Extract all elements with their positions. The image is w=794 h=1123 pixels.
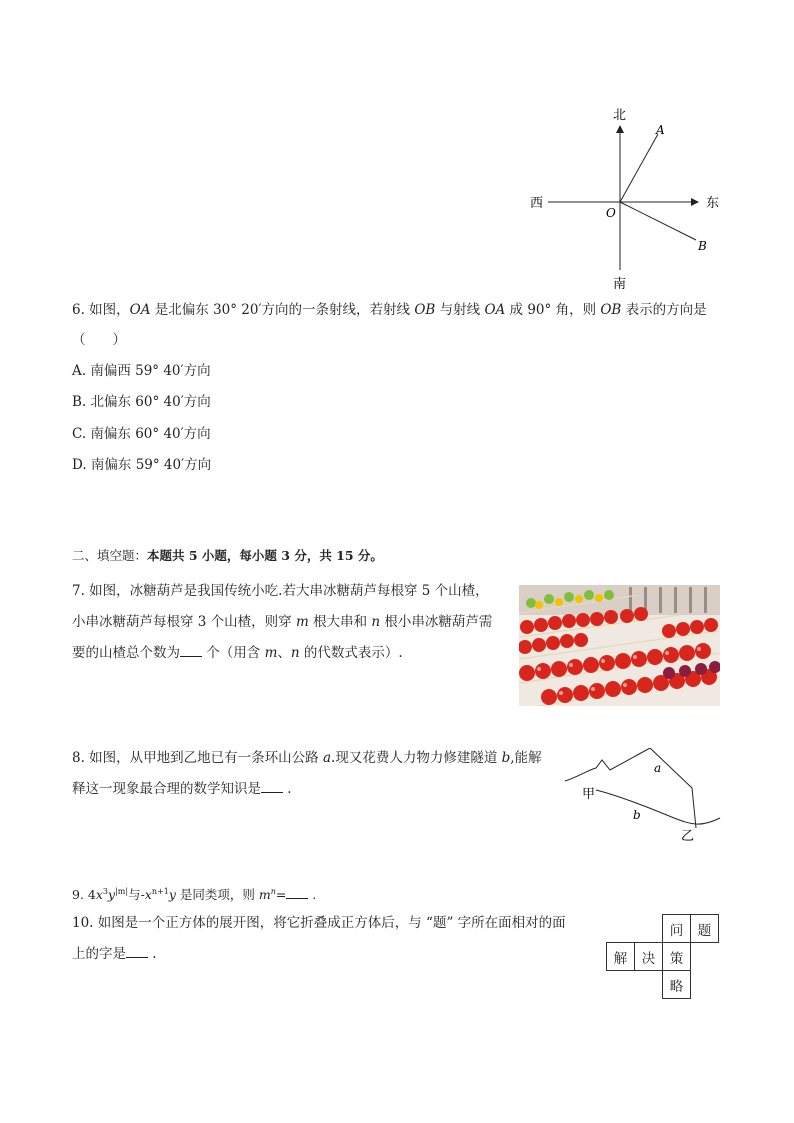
cube-net	[606, 914, 718, 1001]
q7-answer-blank[interactable]	[180, 644, 202, 657]
q7-var-m: m	[264, 645, 278, 661]
compass-diagram	[520, 100, 730, 295]
tunnel-b	[596, 790, 720, 824]
q6-option-c: C. 南偏东 60° 40′方向	[72, 426, 211, 442]
q8-var-b: b	[501, 750, 511, 766]
q9-var-m: m	[258, 887, 271, 903]
q7-text: 要的山楂总个数为	[72, 645, 180, 661]
q10-line2	[72, 944, 157, 964]
net-cell-jue: 决	[634, 942, 663, 971]
q8-text: ,能解	[510, 750, 542, 766]
section2-header	[72, 546, 383, 566]
q7-text: 根大串和	[308, 614, 372, 630]
q6-text: 成 90° 角，则	[505, 302, 601, 318]
q6-text: 是北偏东 30° 20′方向的一条射线，若射线	[150, 302, 415, 318]
q9-exponent: n	[270, 887, 276, 896]
label-east: 东	[706, 196, 720, 211]
q7-var-n: n	[290, 645, 300, 661]
q9-var-x: x	[144, 887, 152, 903]
net-cell-ti: 题	[690, 914, 719, 943]
q7-line1: 7. 如图，冰糖葫芦是我国传统小吃.若大串冰糖葫芦每根穿 5 个山楂，	[72, 583, 489, 599]
q7-line2	[72, 612, 492, 632]
ray-oa	[620, 134, 658, 202]
q8-text: 释这一现象最合理的数学知识是	[72, 781, 261, 797]
q6-option-d: D. 南偏东 59° 40′方向	[72, 457, 212, 473]
fig-label-a: a	[654, 761, 662, 775]
q7-var-n: n	[371, 614, 381, 630]
section2-description: 本题共 5 小题，每小题 3 分，共 15 分。	[147, 548, 383, 563]
q9-text: 9. 4	[72, 887, 96, 903]
fig-label-b: b	[633, 808, 641, 822]
q9-answer-blank[interactable]	[286, 886, 308, 899]
q7-text: 、	[277, 645, 291, 661]
ray-ob	[620, 202, 696, 240]
label-b: B	[698, 239, 707, 253]
q7-line3	[72, 643, 403, 663]
q8-var-a: a	[322, 750, 332, 766]
q9-exponent: |m|	[115, 887, 129, 896]
net-cell-lve: 略	[662, 970, 691, 999]
q9-text: 与-	[128, 887, 145, 903]
q8-text: .	[283, 781, 292, 797]
label-south: 南	[613, 277, 627, 292]
q6-text: 表示的方向是	[621, 302, 707, 318]
q10-answer-blank[interactable]	[126, 945, 148, 958]
q9-exponent: 3	[102, 887, 109, 896]
q9-text: 是同类项，则	[175, 887, 259, 903]
q9-text: =	[275, 887, 287, 903]
q8-line2	[72, 779, 292, 799]
q6-answer-paren: （ ）	[72, 332, 126, 348]
q6-ray-ob: OB	[600, 302, 622, 318]
q8-text: 8. 如图，从甲地到乙地已有一条环山公路	[72, 750, 323, 766]
q7-var-m: m	[295, 614, 309, 630]
q10-line1: 10. 如图是一个正方体的展开图，将它折叠成正方体后，与 “题” 字所在面相对的面	[72, 915, 566, 931]
q7-text: 的代数式表示）.	[299, 645, 403, 661]
q8-text: .现又花费人力物力修建隧道	[331, 750, 502, 766]
net-cell-jie: 解	[606, 942, 635, 971]
q9-var-y: y	[168, 887, 176, 903]
q8-line1	[72, 748, 542, 768]
q7-text: 个（用含	[202, 645, 265, 661]
q10-text: .	[148, 946, 157, 962]
net-cell-ce: 策	[662, 942, 691, 971]
q9-line	[72, 882, 316, 905]
net-cell-wen: 问	[662, 914, 691, 943]
q6-ray-oa: OA	[129, 302, 151, 318]
q7-text: 根小串冰糖葫芦需	[380, 614, 493, 630]
label-origin: O	[606, 206, 616, 220]
q6-option-b: B. 北偏东 60° 40′方向	[72, 394, 211, 410]
q6-ray-ob: OB	[414, 302, 436, 318]
label-north: 北	[613, 108, 627, 123]
q9-var-y: y	[108, 887, 116, 903]
q6-stem-line1	[72, 300, 707, 320]
label-a: A	[656, 123, 665, 137]
q7-text: 小串冰糖葫芦每根穿 3 个山楂，则穿	[72, 614, 296, 630]
fig-label-start: 甲	[582, 787, 596, 802]
q6-text: 6. 如图，	[72, 302, 130, 318]
q10-text: 上的字是	[72, 946, 126, 962]
section2-prefix: 二、填空题：	[72, 548, 148, 563]
fig-label-end: 乙	[681, 829, 695, 844]
q8-answer-blank[interactable]	[261, 780, 283, 793]
q9-exponent: n+1	[151, 887, 169, 896]
candied-haws-photo	[519, 585, 720, 706]
q6-ray-oa: OA	[484, 302, 506, 318]
q9-var-x: x	[95, 887, 103, 903]
q9-text: .	[308, 887, 317, 903]
q6-option-a: A. 南偏西 59° 40′方向	[72, 363, 211, 379]
label-west: 西	[530, 196, 544, 211]
tunnel-diagram	[560, 748, 730, 848]
q6-text: 与射线	[435, 302, 485, 318]
